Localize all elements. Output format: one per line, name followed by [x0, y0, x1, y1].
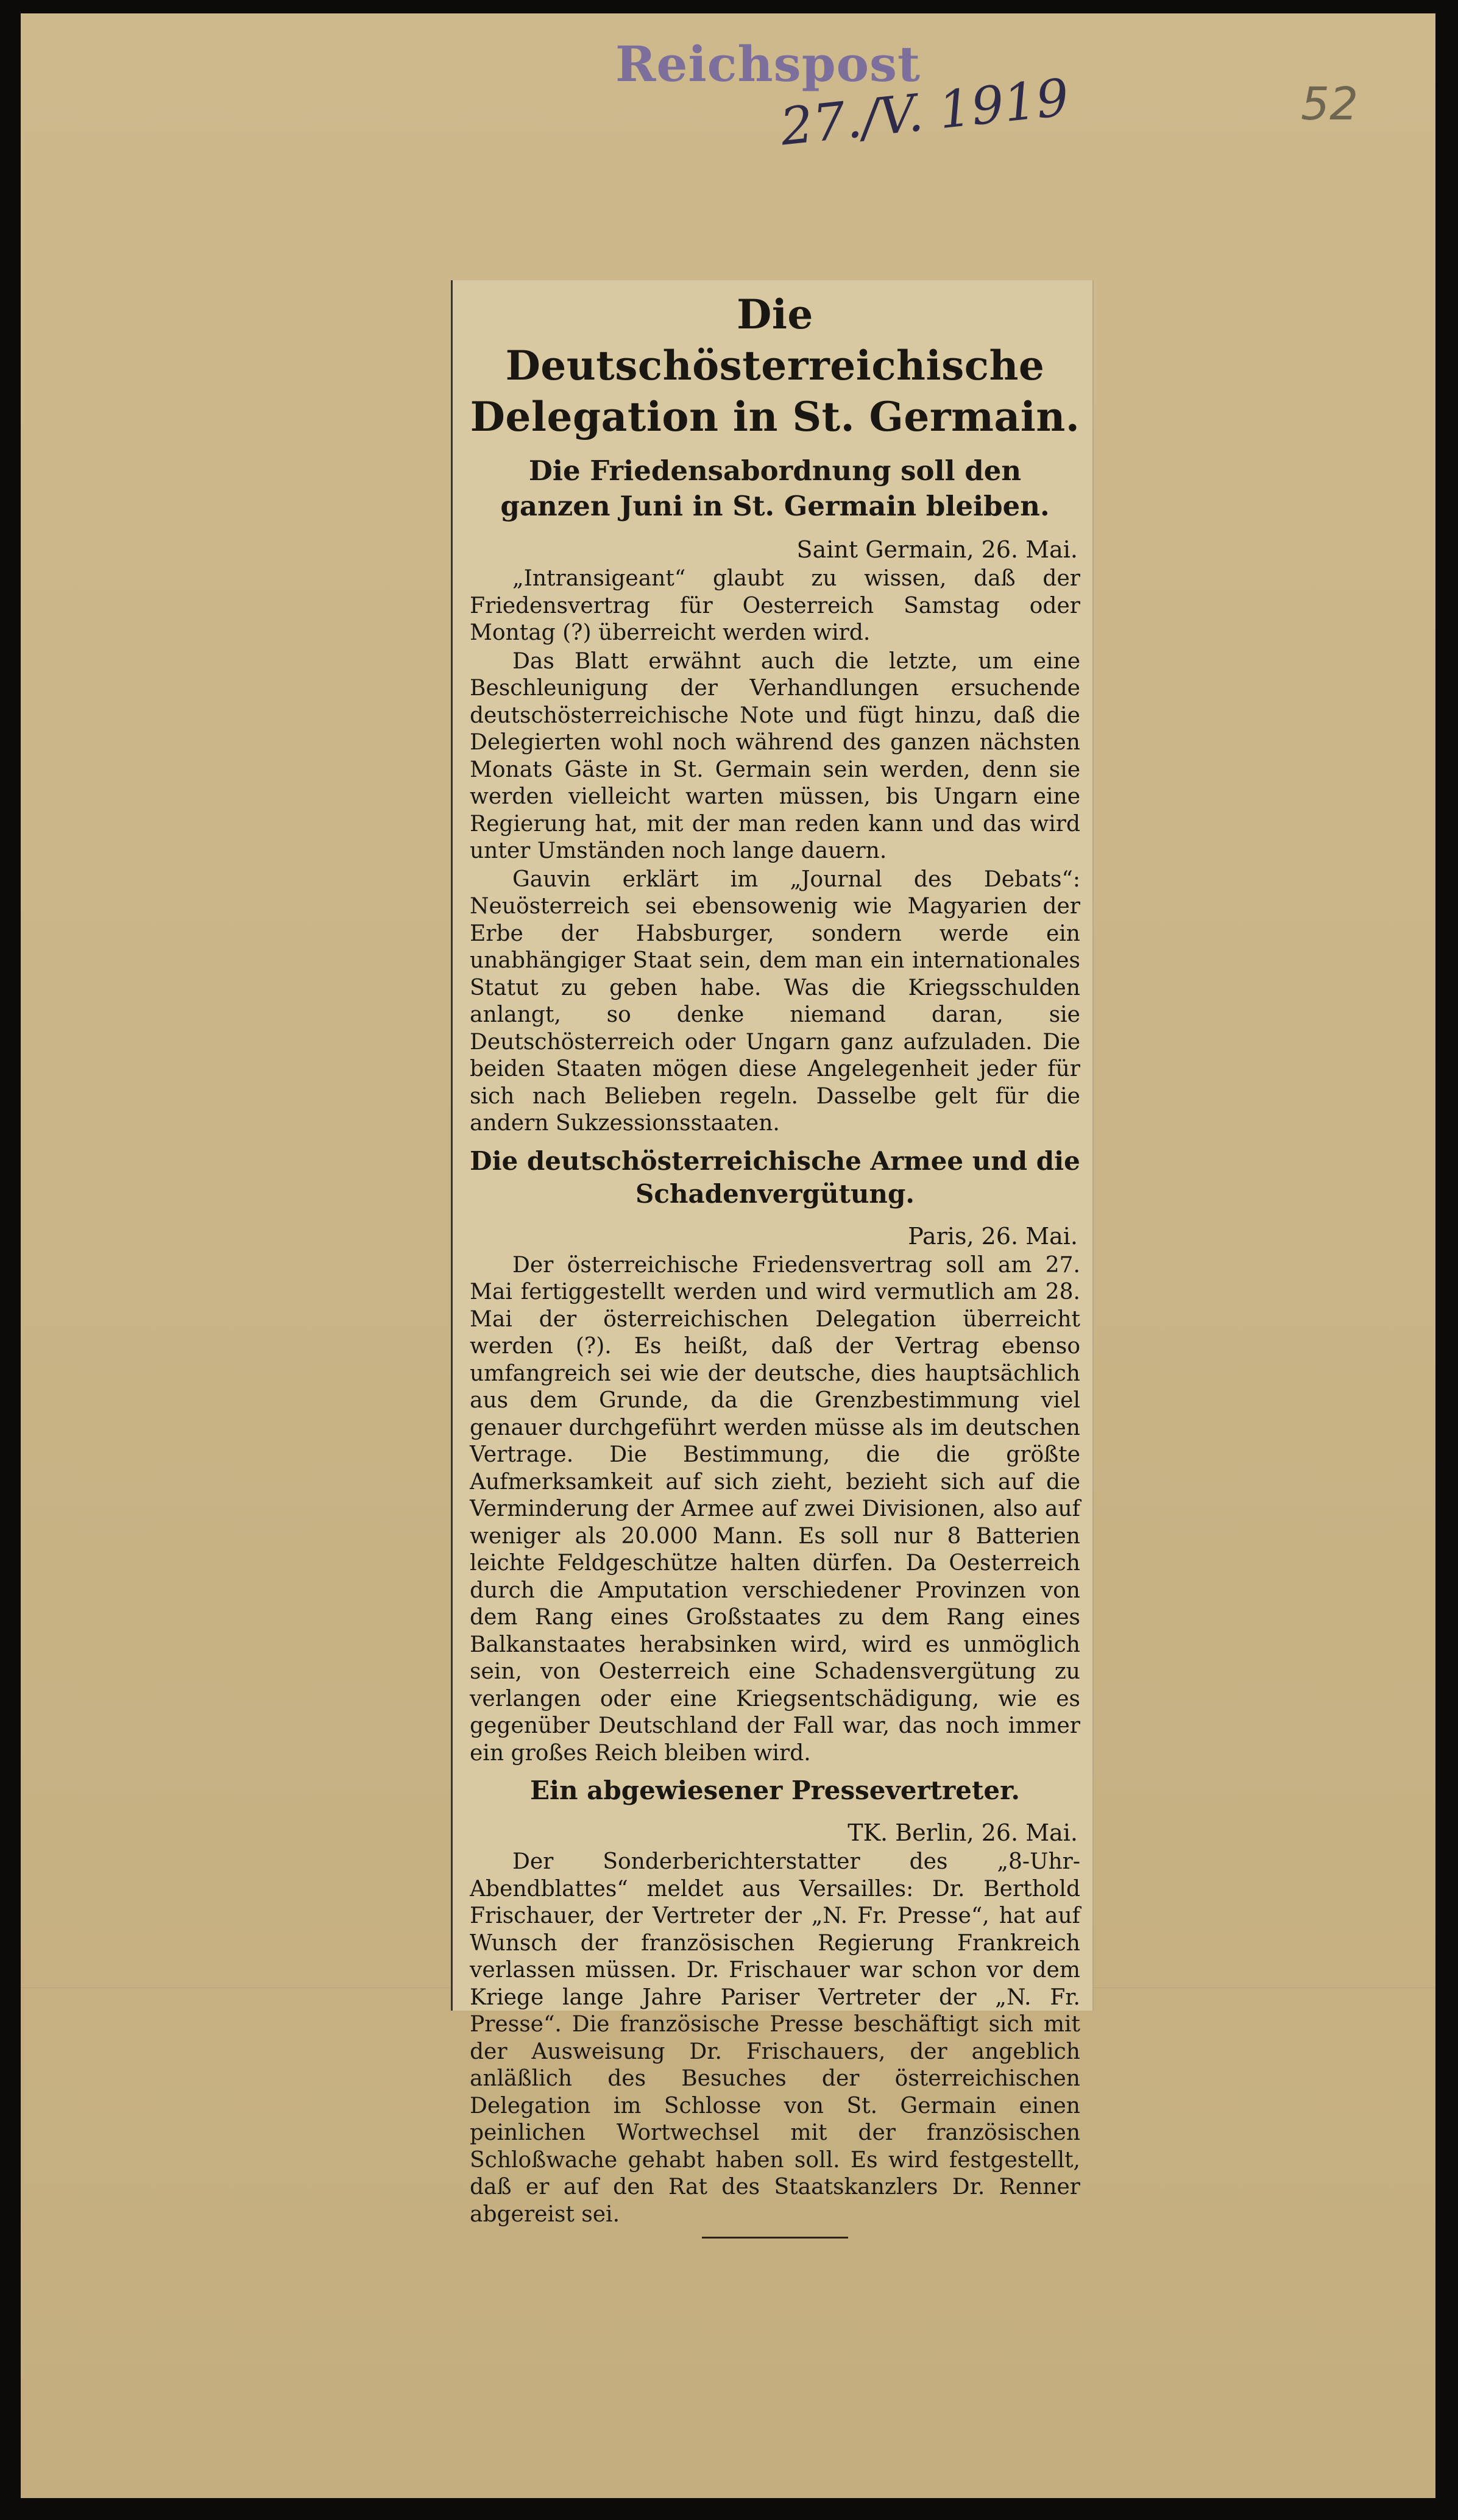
section-2-heading: Die deutschösterreichische Armee und die Schadenvergütung.: [470, 1145, 1080, 1209]
section-1-paragraph-2: Das Blatt erwähnt auch die letzte, um eine Beschleunigung der Verhandlungen ersuchende deutschösterreichische Note und fügt hinzu, daß die Delegierten wohl noch während des ganzen nächsten Monats Gäste in St. Germain sein werden, denn sie werden vielleicht warten müssen, bis Ungarn eine Regierung hat, mit der man reden kann und das wird unter Umständen noch lange dauern.: [470, 648, 1080, 863]
section-1-paragraph-1: „Intransigeant“ glaubt zu wissen, daß der Friedensvertrag für Oesterreich Samstag oder Montag (?) überreicht werden wird.: [470, 566, 1080, 645]
article-section-1: [470, 453, 1080, 1138]
article-headline: Die Deutschösterreichische Delegation in St. Germain.: [470, 291, 1080, 441]
section-1-dateline: Saint Germain, 26. Mai.: [796, 536, 1078, 563]
section-1-paragraph-3: Gauvin erklärt im „Journal des Debats“: Neuösterreich sei ebensowenig wie Magyarien der Erbe der Habsburger, sondern werde ein unabhängiger Staat sein, dem man ein internationales Statut zu geben habe. Was die Kriegsschulden anlangt, so denke niemand daran, sie Deutschösterreich oder Ungarn ganz aufzuladen. Die beiden Staaten mögen diese Angelegenheit jeder für sich nach Belieben regeln. Dasselbe gelt für die andern Sukzessionsstaaten.: [470, 866, 1080, 1136]
newspaper-clipping: [451, 280, 1092, 2227]
section-1-subheading: Die Friedensabordnung soll den ganzen Juni in St. Germain bleiben.: [500, 455, 1050, 522]
section-3-heading: Ein abgewiesener Pressevertreter.: [530, 1775, 1020, 1805]
section-2-dateline: Paris, 26. Mai.: [908, 1222, 1078, 1250]
newspaper-name-stamp: Reichspost: [615, 35, 921, 93]
article-section-2: [470, 1145, 1080, 1768]
closing-rule: [702, 2237, 848, 2239]
section-3-paragraph-1: Der Sonderberichterstatter des „8-Uhr-Abendblattes“ meldet aus Versailles: Dr. Berthold Frischauer, der Vertreter der „N. Fr. Presse“, hat auf Wunsch der französischen Regierung Frankreich verlassen müssen. Dr. Frischauer war schon vor dem Kriege lange Jahre Pariser Vertreter der „N. Fr. Presse“. Die französische Presse beschäftigt sich mit der Ausweisung Dr. Frischauers, der angeblich anläßlich des Besuches der österreichischen Delegation im Schlosse von St. Germain einen peinlichen Wortwechsel mit der französischen Schloßwache gehabt haben soll. Es wird festgestellt, daß er auf den Rat des Staatskanzlers Dr. Renner abgereist sei.: [470, 1849, 1080, 2227]
section-3-dateline: TK. Berlin, 26. Mai.: [848, 1819, 1078, 1846]
article-section-3: [470, 1774, 1080, 2239]
handwritten-date: 27./V. 1919: [777, 67, 1072, 157]
section-2-paragraph-1: Der österreichische Friedensvertrag soll am 27. Mai fertiggestellt werden und wird vermutlich am 28. Mai der österreichischen Delegation überreicht werden (?). Es heißt, daß der Vertrag ebenso umfangreich sei wie der deutsche, dies hauptsächlich aus dem Grunde, da die Grenzbestimmung viel genauer durchgeführt werden müsse als im deutschen Vertrage. Die Bestimmung, die die größte Aufmerksamkeit auf sich zieht, bezieht sich auf die Verminderung der Armee auf zwei Divisionen, also auf weniger als 20.000 Mann. Es soll nur 8 Batterien leichte Feldgeschütze halten dürfen. Da Oesterreich durch die Amputation verschiedener Provinzen von dem Rang eines Großstaates zu dem Rang eines Balkanstaates herabsinken wird, wird es unmöglich sein, von Oesterreich eine Schadensvergütung zu verlangen oder eine Kriegsentschädigung, wie es gegenüber Deutschland der Fall war, das noch immer ein großes Reich bleiben wird.: [470, 1252, 1080, 1766]
archive-page-number: 52: [1301, 78, 1359, 130]
